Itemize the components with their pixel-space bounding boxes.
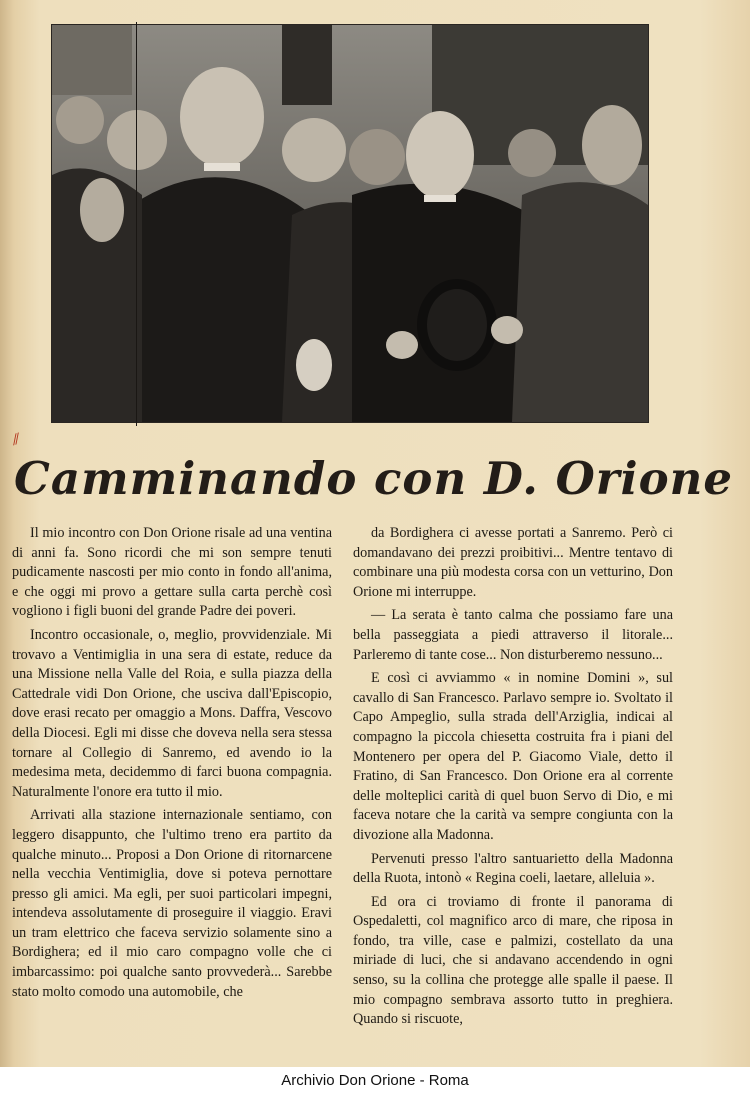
article-column-right (353, 524, 673, 1034)
paragraph: Ed ora ci troviamo di fronte il panorama di Ospedaletti, col magnifico arco di mare, che riposa in fondo, tra ville, case e palmizi, costellato da una miriade di luci, che si andavano accendendo in ogni senso, su la collina che protegge alle spalle il paese. Il mio compagno sembrava assorto tutto in preghiera. Quando si riscuote, (353, 893, 673, 1028)
paragraph: da Bordighera ci avesse portati a Sanremo. Però ci domandavano dei prezzi proibitivi... Mentre tentavo di combinare una più modesta corsa con un vetturino, Don Orione mi interruppe. (353, 525, 673, 600)
article-column-left (12, 524, 332, 1006)
paragraph: Pervenuti presso l'altro santuarietto della Madonna della Ruota, intonò « Regina coeli, laetare, alleluia ». (353, 850, 673, 887)
paragraph: Arrivati alla stazione internazionale sentiamo, con leggero disappunto, che l'ultimo treno era partito da qualche minuto... Proposi a Don Orione di ritornarcene nella vecchia Ventimiglia, dove si poteva pernottare presso gli amici. Ma egli, per suoi particolari impegni, intendeva assolutamente di proseguire il viaggio. Eravi un tram elettrico che faceva servizio solamente sino a Bordighera; ed il mio caro compagno volle che ci imbarcassimo: poi qualche santo provvederà... Sarebbe stato molto comodo una automobile, che (12, 807, 332, 1000)
paragraph: — La serata è tanto calma che possiamo fare una bella passeggiata a piedi attraverso il litorale... Parleremo di tante cose... Non disturberemo nessuno... (353, 607, 673, 663)
group-photograph (52, 25, 648, 422)
article-title: Camminando con D. Orione (14, 452, 733, 505)
paragraph: Il mio incontro con Don Orione risale ad una ventina di anni fa. Sono ricordi che mi son sempre tenuti pudicamente nascosti per mio conto in fondo all'anima, e che oggi mi provo a gettare sulla carta perchè così vogliono i figli buoni del grande Padre dei poveri. (12, 525, 332, 620)
photo-illustration (52, 25, 648, 422)
archive-caption: Archivio Don Orione - Roma (281, 1072, 469, 1089)
paragraph: E così ci avviammo « in nomine Domini », sul cavallo di San Francesco. Parlavo sempre io. Svoltato il Capo Ampeglio, sulla strada dell'Arziglia, indicai al compagno la piccola chiesetta costruita fra i piani del Montenero per opera del P. Giacomo Viale, detto il Fratino, di San Francesco. Don Orione era al corrente delle molteplici carità di quel buon Servo di Dio, e mi faceva notare che la carità va sempre congiunta con la divozione alla Madonna. (353, 670, 673, 843)
paragraph: Incontro occasionale, o, meglio, provvidenziale. Mi trovavo a Ventimiglia in una sera di estate, reduce da una Missione nella Valle del Roia, e sulla piazza della Cattedrale vidi Don Orione, che usciva dall'Episcopio, dove erasi recato per omaggio a Mons. Daffra, Vescovo della Diocesi. Egli mi disse che doveva nella sera stessa tornare al Collegio di Sanremo, ed avendo io la medesima meta, decidemmo di farci buona compagnia. Naturalmente l'onore era tutto il mio. (12, 626, 332, 800)
pencil-annotation: ⁄⁄ (11, 431, 22, 449)
photo-pencil-rule (136, 22, 137, 426)
